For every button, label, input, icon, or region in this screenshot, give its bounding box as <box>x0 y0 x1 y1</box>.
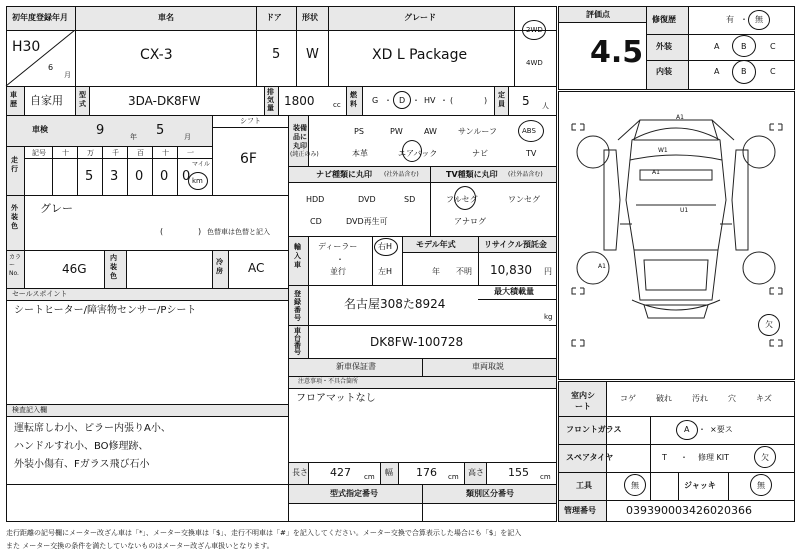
reg-month: 6 <box>48 63 54 72</box>
model-year-label: モデル年式 <box>416 240 456 249</box>
capacity-label: 定員 <box>498 91 505 108</box>
color-value: グレー <box>40 202 73 215</box>
displacement-label: 排気量 <box>267 88 274 112</box>
navi-sd: SD <box>404 195 416 204</box>
cabin-sheet-label: 室内シート <box>571 391 595 411</box>
mileage-head-0: 記号 <box>32 149 46 157</box>
mgmt-label: 管理番号 <box>564 506 596 515</box>
mark-wheel-a1: A1 <box>598 263 606 270</box>
recycle-label: リサイクル預託金 <box>484 240 547 249</box>
exterior-b: B <box>741 42 747 51</box>
import-left: 左H <box>378 267 393 276</box>
import-right: 右H <box>378 242 393 251</box>
drive-4wd: 4WD <box>526 59 543 67</box>
color-no-value: 46G <box>62 262 87 276</box>
repair-dot: ・ <box>740 15 748 24</box>
navi-label: ナビ種類に丸印 <box>316 170 372 179</box>
type-designation-label: 型式指定番号 <box>330 489 378 498</box>
color-paren-open: ( <box>160 227 164 236</box>
jack-label: ジャッキ <box>684 481 716 490</box>
jack-value: 無 <box>757 481 765 490</box>
spare-dot: ・ <box>680 453 688 462</box>
model-year-unknown: 不明 <box>456 267 472 276</box>
tv-oneseg: ワンセグ <box>508 195 540 204</box>
mile-label: マイル <box>192 161 210 168</box>
fuel-dot: ・ <box>384 96 392 105</box>
car-name-label: 車名 <box>158 13 174 22</box>
reg-era-year: H30 <box>12 39 41 55</box>
navi-dvd: DVD <box>358 195 376 204</box>
shaken-label: 車検 <box>32 125 48 134</box>
equip-ps: PS <box>354 127 364 136</box>
height-value: 155 <box>508 466 529 479</box>
tv-analog: アナログ <box>454 217 486 226</box>
mileage-head-4: 百 <box>137 149 144 157</box>
navi-dvd-play: DVD再生可 <box>346 217 388 226</box>
fuel-paren-close: ) <box>484 96 488 105</box>
shaken-month: 5 <box>156 123 165 138</box>
repair-yes: 有 <box>726 15 734 24</box>
car-name: CX-3 <box>140 47 173 63</box>
mileage-head-3: 千 <box>112 149 119 157</box>
tv-fullseg: フルセグ <box>446 195 478 204</box>
fuel-d: D <box>399 96 406 105</box>
windshield-a: A <box>684 425 690 434</box>
registration-label: 登録番号 <box>294 290 301 322</box>
fuel-dot-3: ・ <box>440 96 448 105</box>
equip-tv: TV <box>526 149 537 158</box>
length-unit: cm <box>364 473 375 481</box>
door-label: ドア <box>266 13 282 22</box>
mileage-digit-3: 0 <box>160 169 169 184</box>
mileage-head-1: 十 <box>62 149 69 157</box>
interior-grade-label: 内装 <box>656 67 672 76</box>
fuel-hv: HV <box>424 96 436 105</box>
mgmt-value: 039390003426020366 <box>626 504 752 517</box>
km-label: km <box>192 177 203 185</box>
import-parallel: 並行 <box>330 267 346 276</box>
equip-leather: 本革 <box>352 149 368 158</box>
ac-label: 冷房 <box>216 258 223 275</box>
warranty-label: 新車保証書 <box>336 362 376 371</box>
score-label: 評価点 <box>586 10 610 19</box>
repair-label: 修復歴 <box>652 15 676 24</box>
navi-sub: (社外品含む) <box>384 171 419 178</box>
equip-label: 装備品に丸印 <box>293 124 307 150</box>
mark-windshield-w1: W1 <box>658 147 668 154</box>
height-unit: cm <box>540 473 551 481</box>
model-code: 3DA-DK8FW <box>128 94 201 108</box>
tv-sub: (社外品含む) <box>508 171 543 178</box>
mileage-digit-0: 5 <box>85 169 94 184</box>
cabin-scratch: キズ <box>756 394 772 403</box>
cabin-hole: 穴 <box>728 394 736 403</box>
model-label: 型式 <box>79 91 86 108</box>
spare-t: T <box>662 453 667 462</box>
diagram-missing: 欠 <box>765 320 773 329</box>
fuel-dot-2: ・ <box>412 96 420 105</box>
spare-label: スペアタイヤ <box>566 453 614 462</box>
mark-roof-a1: A1 <box>676 114 684 121</box>
width-value: 176 <box>416 466 437 479</box>
fuel-paren-open: ( <box>450 96 454 105</box>
navi-hdd: HDD <box>306 195 325 204</box>
score-value: 4.5 <box>590 35 644 70</box>
shaken-month-unit: 月 <box>184 133 191 141</box>
mark-body-u1: U1 <box>680 207 689 214</box>
shaken-year-unit: 年 <box>130 133 137 141</box>
registration-value: 名古屋308た8924 <box>344 297 446 311</box>
mileage-digit-2: 0 <box>135 169 144 184</box>
capacity-value: 5 <box>522 94 530 108</box>
displacement-unit: cc <box>333 101 341 109</box>
navi-cd: CD <box>310 217 322 226</box>
windshield-label: フロントガラス <box>566 425 622 434</box>
car-diagram <box>577 120 775 318</box>
equip-airbag: エアバック <box>398 149 438 158</box>
inspection-line-0: 運転席しわ小、ピラー内張りA小、 <box>14 423 171 434</box>
fuel-g: G <box>372 96 379 105</box>
body-shape: W <box>306 47 319 62</box>
mark-hood-a1: A1 <box>652 169 660 176</box>
equip-abs: ABS <box>522 127 536 135</box>
shift-value: 6F <box>240 151 257 167</box>
footer-line-2: また メーター交換の条件を満たしていないものはメーター改ざん車扱いとなります。 <box>6 542 274 550</box>
windshield-x: ×要ス <box>710 425 733 434</box>
max-load-unit: kg <box>544 313 553 321</box>
usage-value: 自家用 <box>30 94 63 107</box>
import-label: 輸入車 <box>294 243 301 269</box>
grade-label: グレード <box>404 13 436 22</box>
shaken-year: 9 <box>96 123 105 138</box>
repair-no: 無 <box>755 15 763 24</box>
exterior-c: C <box>770 42 776 51</box>
grade-value: XD L Package <box>372 47 468 63</box>
manual-label: 車両取説 <box>472 362 504 371</box>
equip-pw: PW <box>390 127 403 136</box>
exterior-label: 外装 <box>656 42 672 51</box>
width-unit: cm <box>448 473 459 481</box>
chassis-value: DK8FW-100728 <box>370 335 464 349</box>
category-label: 類別区分番号 <box>466 489 514 498</box>
cabin-tear: 破れ <box>656 394 672 403</box>
reg-date-label: 初年度登録年月 <box>12 13 68 22</box>
color-label: 外装色 <box>11 204 18 230</box>
windshield-dot: ・ <box>698 425 706 434</box>
color-paren-close: ) <box>198 227 202 236</box>
footer-line-1: 走行距離の記号欄にメーター改ざん車は「*」、メーター交換車は「$」、走行不明車は「#」を記入してください。メーター交換で合算表示した場合にも「$」を記入 <box>6 529 522 537</box>
tools-value: 無 <box>631 481 639 490</box>
fuel-label: 燃料 <box>350 91 357 108</box>
exterior-a: A <box>714 42 720 51</box>
displacement-value: 1800 <box>284 94 315 108</box>
shift-label: シフト <box>240 117 261 125</box>
length-label: 長さ <box>292 468 308 477</box>
notes-value: フロアマットなし <box>296 393 376 404</box>
length-value: 427 <box>330 466 351 479</box>
spare-missing: 欠 <box>761 453 769 462</box>
tools-label: 工具 <box>576 481 592 490</box>
import-dealer: ディーラー <box>318 242 358 251</box>
inspection-line-2: 外装小傷有、Fガラス飛び石小 <box>14 459 150 470</box>
drive-2wd: 2WD <box>526 26 543 34</box>
ac-value: AC <box>248 261 265 275</box>
equip-navi: ナビ <box>472 149 488 158</box>
door-count: 5 <box>272 47 281 62</box>
inspection-label: 検査記入欄 <box>12 406 47 414</box>
shape-label: 形状 <box>302 13 318 22</box>
selling-value: シートヒーター/障害物センサー/Pシート <box>14 305 197 316</box>
cabin-dirt: 汚れ <box>692 394 708 403</box>
color-note: 色替車は色替と記入 <box>207 228 270 236</box>
recycle-value: 10,830 <box>490 263 532 277</box>
cabin-koge: コゲ <box>620 394 636 403</box>
mileage-digit-4: 0 <box>182 169 191 184</box>
selling-label: セールスポイント <box>12 290 68 298</box>
reg-month-unit: 月 <box>64 71 71 79</box>
tv-label: TV種類に丸印 <box>446 170 498 179</box>
chassis-label: 車台番号 <box>294 327 301 356</box>
import-dot: ・ <box>336 255 344 264</box>
interior-a: A <box>714 67 720 76</box>
equip-sub: (純正のみ) <box>290 151 319 158</box>
mileage-head-5: 十 <box>162 149 169 157</box>
notes-label: 注意事項・不具合箇所 <box>298 378 359 385</box>
mileage-head-2: 万 <box>87 149 94 157</box>
model-year-unit: 年 <box>432 267 440 276</box>
equip-sunroof: サンルーフ <box>458 127 497 136</box>
max-load-label: 最大積載量 <box>494 287 534 296</box>
capacity-unit: 人 <box>542 102 549 110</box>
recycle-unit: 円 <box>544 267 552 276</box>
mileage-head-6: 一 <box>187 149 194 157</box>
mileage-digit-1: 3 <box>110 169 119 184</box>
inspection-line-1: ハンドルすれ小、BO修理跡、 <box>14 441 149 452</box>
spare-kit: 修理 KIT <box>698 453 730 462</box>
width-label: 幅 <box>385 468 393 477</box>
height-label: 高さ <box>468 468 484 477</box>
interior-c: C <box>770 67 776 76</box>
interior-color-label: 内装色 <box>110 254 117 280</box>
interior-b: B <box>741 67 747 76</box>
mileage-label: 走行 <box>11 156 18 173</box>
equip-aw: AW <box>424 127 437 136</box>
usage-label: 車歴 <box>10 91 17 108</box>
color-no-label: カラーNo. <box>9 254 22 277</box>
